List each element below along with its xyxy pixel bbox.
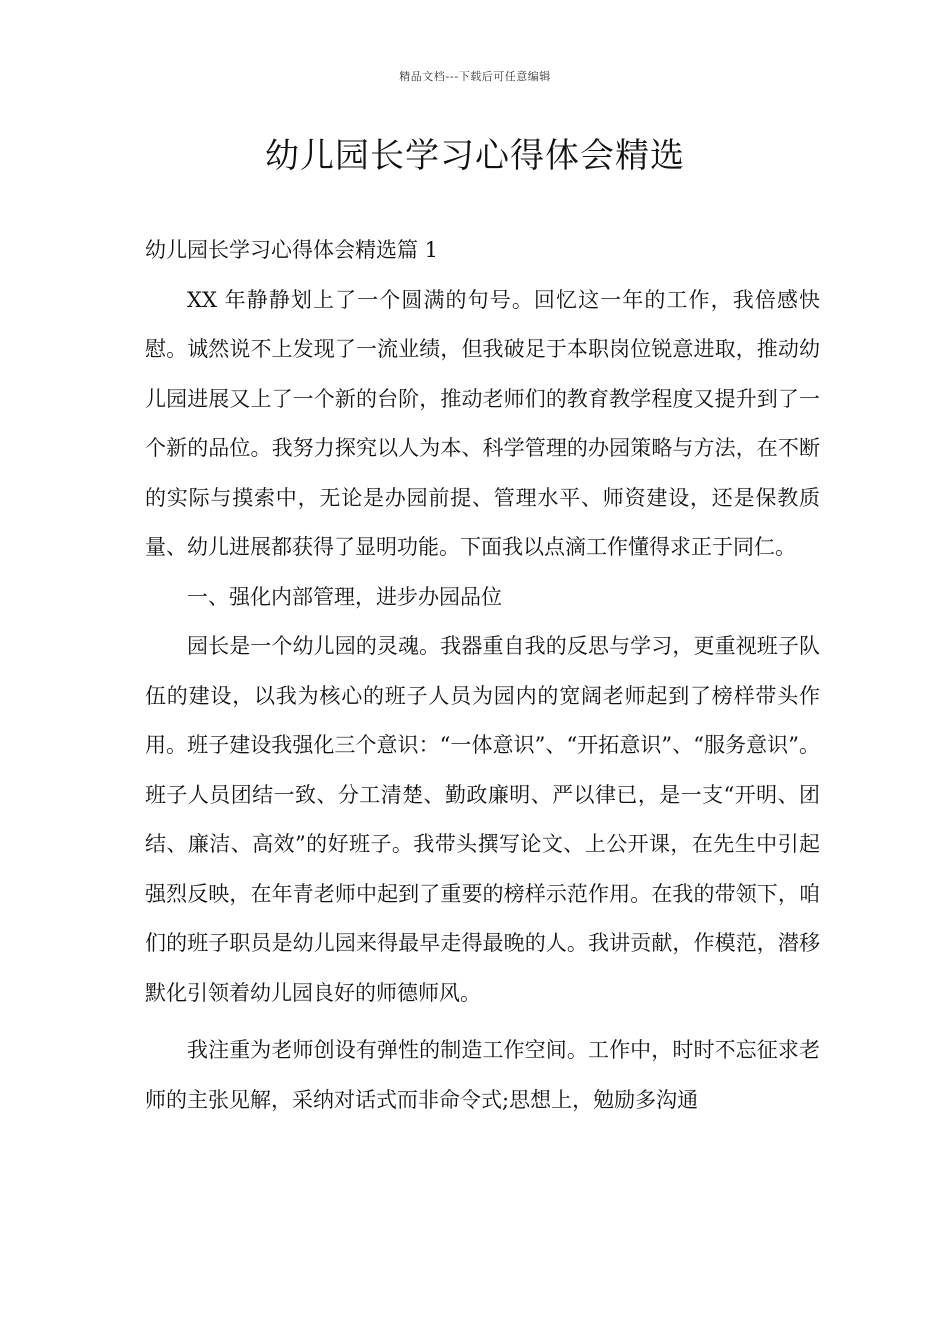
paragraph-intro: XX 年静静划上了一个圆满的句号。回忆这一年的工作，我倍感快慰。诚然说不上发现了一流业绩，但我破足于本职岗位锐意进取，推动幼儿园进展又上了一个新的台阶，推动老师们的教育教学程度又提升到了一个新的品位。我努力探究以人为本、科学管理的办园策略与方法，在不断的实际与摸索中，无论是办园前提、管理水平、师资建设，还是保教质量、幼儿进展都获得了显明功能。下面我以点滴工作懂得求正于同仁。 [145, 287, 820, 559]
document-body [145, 226, 820, 1125]
subheading-internal-management: 一、强化内部管理，进步办园品位 [187, 584, 502, 609]
paragraph-leadership: 园长是一个幼儿园的灵魂。我器重自我的反思与学习，更重视班子队伍的建设，以我为核心的班子人员为园内的宽阔老师起到了榜样带头作用。班子建设我强化三个意识：“一体意识”、“开拓意识”、“服务意识”。班子人员团结一致、分工清楚、勤政廉明、严以律已，是一支“开明、团结、廉洁、高效”的好班子。我带头撰写论文、上公开课，在先生中引起强烈反映，在年青老师中起到了重要的榜样示范作用。在我的带领下，咱们的班子职员是幼儿园来得最早走得最晚的人。我讲贡献，作模范，潜移默化引领着幼儿园良好的师德师风。 [145, 634, 820, 1005]
document-title: 幼儿园长学习心得体会精选 [265, 136, 685, 176]
paragraph-teacher-space: 我注重为老师创设有弹性的制造工作空间。工作中，时时不忘征求老师的主张见解，采纳对话式而非命令式;思想上，勉励多沟通 [145, 1038, 820, 1112]
section-heading: 幼儿园长学习心得体会精选篇 1 [145, 238, 439, 262]
header-note: 精品文档---下载后可任意编辑 [399, 70, 551, 83]
